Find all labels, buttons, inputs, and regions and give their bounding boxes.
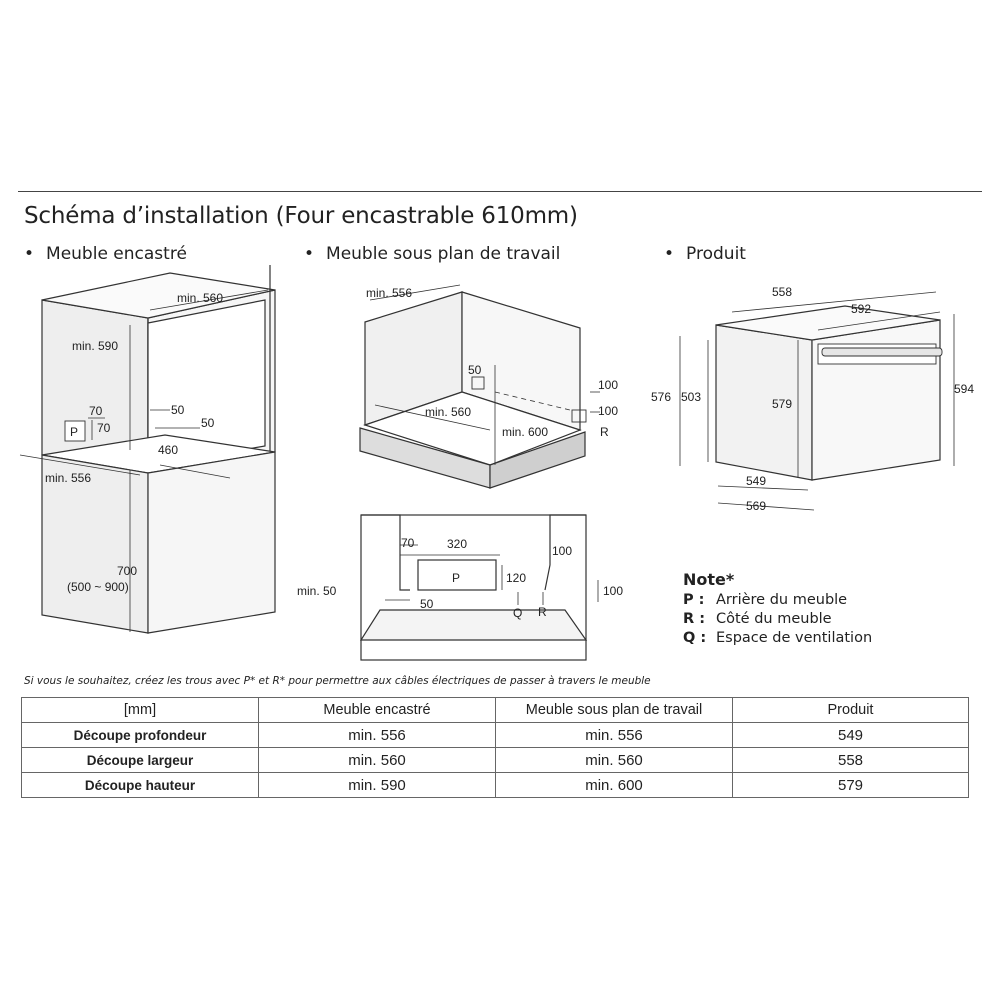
note-text: Espace de ventilation — [716, 630, 873, 646]
note-text: Arrière du meuble — [716, 592, 848, 608]
d3-70-label: 70 — [401, 536, 415, 550]
row-header: Découpe profondeur — [22, 723, 259, 748]
table-row — [22, 773, 969, 798]
d1-range-label: (500 ~ 900) — [67, 580, 129, 594]
d1-p-label: P — [70, 425, 79, 439]
note-key: Q : — [683, 630, 707, 646]
note-key: P : — [683, 592, 705, 608]
d3-50-label: 50 — [420, 597, 434, 611]
table-header-cell: [mm] — [22, 698, 259, 723]
d2-100a-label: 100 — [598, 378, 619, 392]
diagram-produit — [680, 292, 954, 510]
d4-503-label: 503 — [681, 390, 702, 404]
table-header-cell: Produit — [733, 698, 969, 723]
table-cell: 558 — [733, 748, 969, 773]
table-cell: min. 560 — [496, 748, 733, 773]
note-item — [683, 592, 872, 608]
diagram-section — [361, 515, 598, 660]
note-key: R : — [683, 611, 706, 627]
d1-460-label: 460 — [158, 443, 179, 457]
section-label: Meuble sous plan de travail — [326, 244, 561, 264]
bullet-icon: • — [664, 244, 675, 264]
table-header-cell: Meuble encastré — [259, 698, 496, 723]
footnote: Si vous le souhaitez, créez les trous avec P* et R* pour permettre aux câbles électriques de passer à travers le meuble — [24, 675, 651, 687]
table-cell: min. 560 — [259, 748, 496, 773]
note-text: Côté du meuble — [716, 611, 832, 627]
note-legend — [683, 570, 872, 646]
note-title: Note* — [683, 570, 735, 589]
table-header-cell: Meuble sous plan de travail — [496, 698, 733, 723]
bullet-icon: • — [24, 244, 35, 264]
d4-549-label: 549 — [746, 474, 767, 488]
table-cell: 579 — [733, 773, 969, 798]
d1-70b-label: 70 — [97, 421, 111, 435]
row-header: Découpe hauteur — [22, 773, 259, 798]
section-label: Meuble encastré — [46, 244, 187, 264]
d3-120-label: 120 — [506, 571, 527, 585]
d2-min600-label: min. 600 — [502, 425, 549, 439]
note-item — [683, 611, 872, 627]
d2-min556-label: min. 556 — [366, 286, 413, 300]
d2-50-label: 50 — [468, 363, 482, 377]
d1-min590-label: min. 590 — [72, 339, 119, 353]
table-header-row — [22, 698, 969, 723]
d3-100b-label: 100 — [603, 584, 624, 598]
note-item — [683, 630, 872, 646]
d3-p-label: P — [452, 571, 461, 585]
diagram-meuble-encastre — [20, 265, 275, 633]
row-header: Découpe largeur — [22, 748, 259, 773]
d2-min560-label: min. 560 — [425, 405, 472, 419]
table-cell: min. 590 — [259, 773, 496, 798]
table-row — [22, 748, 969, 773]
diagram-sous-plan — [360, 285, 600, 488]
d2-r-label: R — [600, 425, 609, 439]
bullet-icon: • — [304, 244, 315, 264]
d1-min560-label: min. 560 — [177, 291, 224, 305]
d1-min556-label: min. 556 — [45, 471, 92, 485]
d1-700-label: 700 — [117, 564, 138, 578]
d1-50a-label: 50 — [171, 403, 185, 417]
d1-50b-label: 50 — [201, 416, 215, 430]
d4-558-label: 558 — [772, 285, 793, 299]
d2-100b-label: 100 — [598, 404, 619, 418]
table-cell: min. 556 — [259, 723, 496, 748]
d3-100a-label: 100 — [552, 544, 573, 558]
d3-min50-label: min. 50 — [297, 584, 337, 598]
d4-579-label: 579 — [772, 397, 793, 411]
dimensions-table — [21, 697, 969, 798]
d1-70a-label: 70 — [89, 404, 103, 418]
d4-594-label: 594 — [954, 382, 975, 396]
table-cell: 549 — [733, 723, 969, 748]
d4-569-label: 569 — [746, 499, 767, 513]
table-cell: min. 600 — [496, 773, 733, 798]
d4-592-label: 592 — [851, 302, 872, 316]
d3-320-label: 320 — [447, 537, 468, 551]
d4-576-label: 576 — [651, 390, 672, 404]
table-row — [22, 723, 969, 748]
table-cell: min. 556 — [496, 723, 733, 748]
page-title: Schéma d’installation (Four encastrable 610mm) — [24, 203, 578, 229]
d3-r-label: R — [538, 605, 547, 619]
section-label: Produit — [686, 244, 746, 264]
d3-q-label: Q — [513, 606, 523, 620]
